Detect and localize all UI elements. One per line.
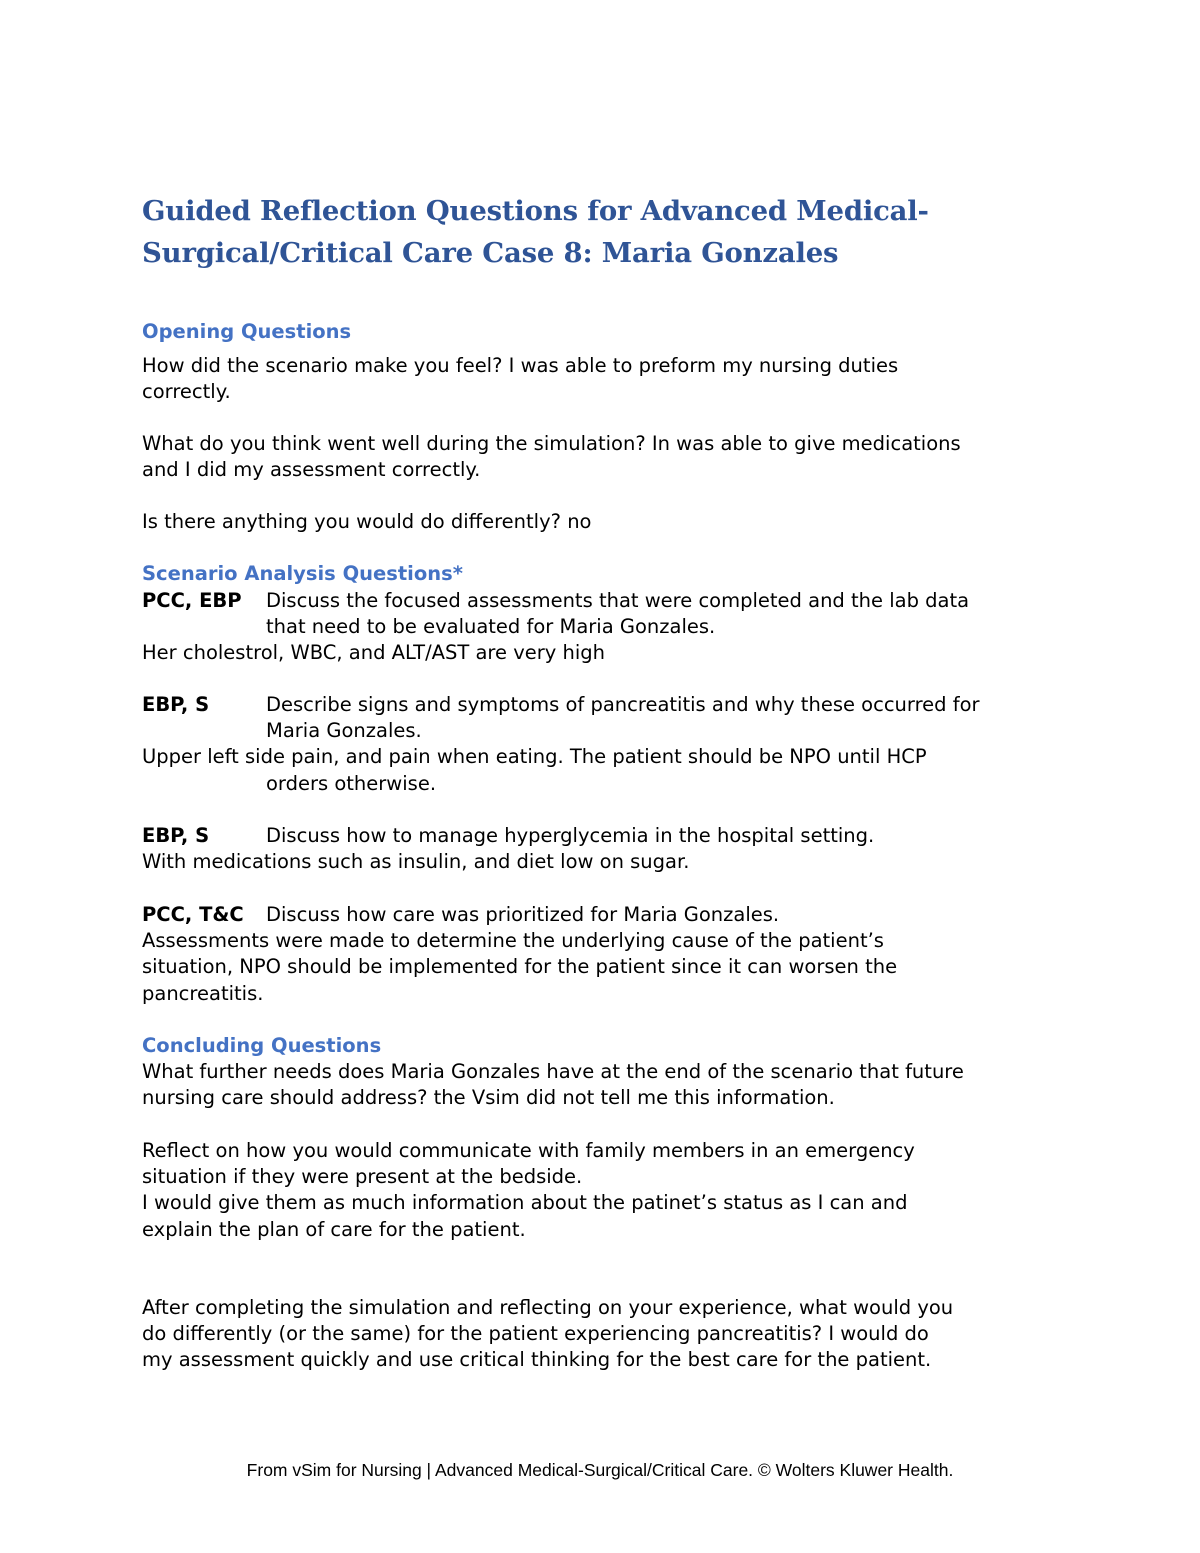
- concluding-question-needs: [142, 1059, 1072, 1111]
- page-footer: From vSim for Nursing | Advanced Medical-Surgical/Critical Care. © Wolters Kluwer Health.: [246, 1460, 954, 1480]
- text-line: What do you think went well during the simulation? In was able to give medications: [142, 432, 961, 455]
- text-line: I would give them as much information about the patinet’s status as I can and: [142, 1191, 908, 1215]
- text-line: Is there anything you would do differently? no: [142, 510, 592, 533]
- text-line: do differently (or the same) for the patient experiencing pancreatitis? I would do: [142, 1322, 929, 1346]
- question-line: [142, 902, 1072, 928]
- analysis-item-3: [142, 823, 1072, 875]
- concluding-question-family: [142, 1138, 1072, 1243]
- opening-question-feel: [142, 353, 1072, 405]
- text-line: situation if they were present at the bedside.: [142, 1165, 583, 1189]
- text-line: nursing care should address? the Vsim did not tell me this information.: [142, 1086, 835, 1110]
- answer-line: pancreatitis.: [142, 981, 264, 1005]
- text-line: Reflect on how you would communicate with family members in an emergency: [142, 1139, 915, 1162]
- question-text: Discuss how to manage hyperglycemia in the hospital setting.: [266, 824, 875, 847]
- answer-line: situation, NPO should be implemented for the patient since it can worsen the: [142, 955, 898, 979]
- question-line: [142, 823, 1072, 849]
- question-line: Maria Gonzales.: [266, 719, 422, 743]
- answer-line: orders otherwise.: [266, 771, 437, 795]
- text-line: explain the plan of care for the patient.: [142, 1217, 526, 1241]
- opening-question-went-well: [142, 431, 1072, 483]
- competency-tag: PCC, EBP: [142, 589, 242, 612]
- document-title: [142, 190, 1062, 274]
- opening-question-differently: [142, 509, 1072, 535]
- question-line: [142, 588, 1072, 614]
- title-line-2: Surgical/Critical Care Case 8: Maria Gonzales: [142, 237, 839, 269]
- opening-questions-heading: Opening Questions: [142, 320, 352, 343]
- answer-line: Her cholestrol, WBC, and ALT/AST are very high: [142, 641, 606, 665]
- analysis-item-1: [142, 588, 1072, 667]
- question-text: Discuss how care was prioritized for Maria Gonzales.: [266, 903, 780, 926]
- text-line: correctly.: [142, 380, 231, 404]
- answer-line: With medications such as insulin, and diet low on sugar.: [142, 850, 690, 874]
- text-line: What further needs does Maria Gonzales have at the end of the scenario that future: [142, 1060, 964, 1083]
- analysis-item-4: [142, 902, 1072, 1007]
- answer-line: Upper left side pain, and pain when eating. The patient should be NPO until HCP: [142, 745, 927, 769]
- competency-tag: EBP, S: [142, 824, 210, 847]
- competency-tag: PCC, T&C: [142, 903, 244, 926]
- competency-tag: EBP, S: [142, 693, 210, 716]
- question-line: [142, 692, 1072, 718]
- text-line: After completing the simulation and reflecting on your experience, what would you: [142, 1296, 954, 1319]
- answer-line: Assessments were made to determine the underlying cause of the patient’s: [142, 929, 884, 953]
- scenario-analysis-heading: Scenario Analysis Questions*: [142, 562, 463, 585]
- text-line: How did the scenario make you feel? I was able to preform my nursing duties: [142, 354, 899, 377]
- question-text: Discuss the focused assessments that were completed and the lab data: [266, 589, 970, 612]
- question-text: Describe signs and symptoms of pancreatitis and why these occurred for: [266, 693, 980, 716]
- text-line: my assessment quickly and use critical thinking for the best care for the patient.: [142, 1348, 932, 1372]
- title-line-1: Guided Reflection Questions for Advanced Medical-: [142, 195, 929, 227]
- concluding-question-reflection: [142, 1295, 1072, 1374]
- analysis-item-2: [142, 692, 1072, 797]
- concluding-questions-heading: Concluding Questions: [142, 1034, 382, 1057]
- text-line: and I did my assessment correctly.: [142, 458, 481, 482]
- question-line: that need to be evaluated for Maria Gonzales.: [266, 615, 716, 639]
